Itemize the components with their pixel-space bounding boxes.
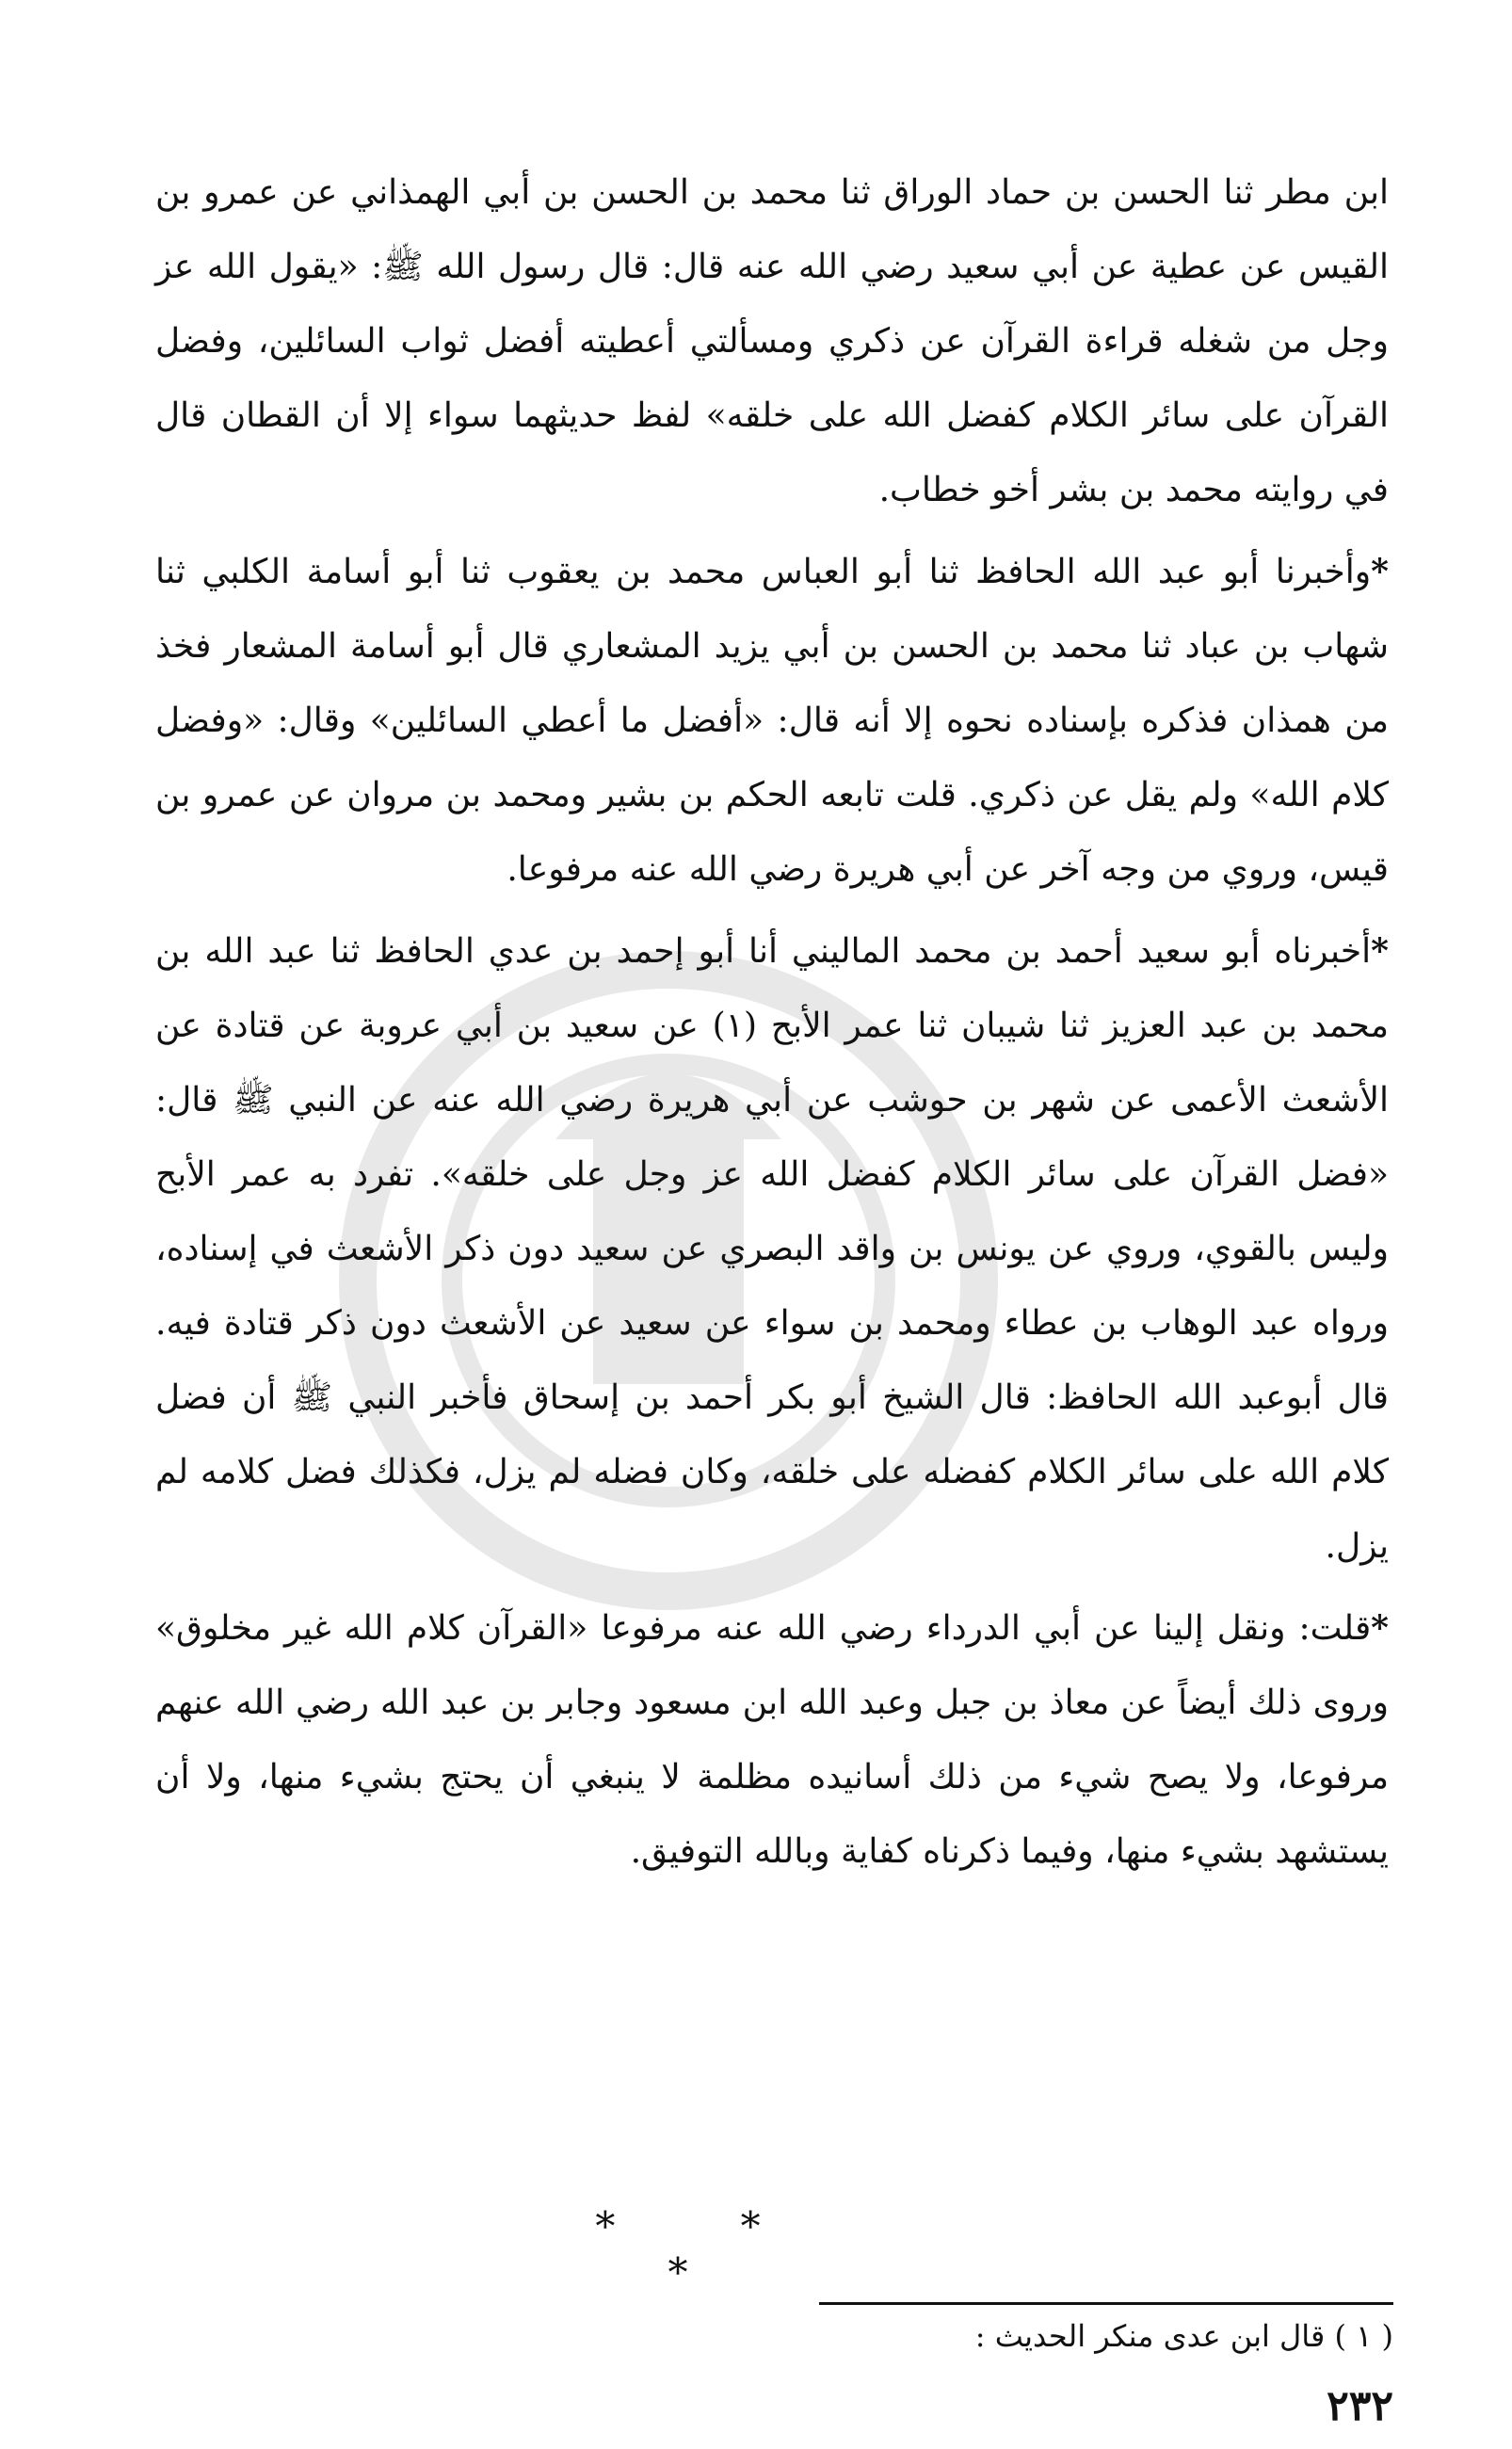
paragraph-1 xyxy=(155,155,1389,527)
paragraph-4 xyxy=(155,1591,1389,1889)
section-separator: * * * xyxy=(595,2203,817,2296)
paragraph-2 xyxy=(155,535,1389,907)
footnote-divider xyxy=(819,2302,1393,2305)
main-text xyxy=(155,155,1389,1896)
paragraph-3-text: أخبرناه أبو سعيد أحمد بن محمد الماليني أنا أبو إحمد بن عدي الحافظ ثنا عبد الله بن محمد بن عبد العزيز ثنا شيبان ثنا عمر الأبح (١) عن سعيد بن أبي عروبة عن قتادة عن الأشعث الأعمى عن شهر بن حوشب عن أبي هريرة رضي الله عنه عن النبي ﷺ قال: «فضل القرآن على سائر الكلام كفضل الله عز وجل على خلقه». تفرد به عمر الأبح وليس بالقوي، وروي عن يونس بن واقد البصري عن سعيد دون ذكر الأشعث في إسناده، ورواه عبد الوهاب بن عطاء ومحمد بن سواء عن سعيد عن الأشعث دون ذكر قتادة فيه. قال أبوعبد الله الحافظ: قال الشيخ أبو بكر أحمد بن إسحاق فأخبر النبي ﷺ أن فضل كلام الله على سائر الكلام كفضله على خلقه، وكان فضله لم يزل، فكذلك فضل كلامه لم يزل. xyxy=(155,932,1390,1566)
paragraph-3-marker: * xyxy=(1371,931,1389,971)
paragraph-3 xyxy=(155,914,1389,1584)
page-number: ٢٣٢ xyxy=(1327,2382,1393,2430)
paragraph-4-marker: * xyxy=(1371,1608,1389,1648)
paragraph-1-text: ابن مطر ثنا الحسن بن حماد الوراق ثنا محمد بن الحسن بن أبي الهمذاني عن عمرو بن القيس عن عطية عن أبي سعيد رضي الله عنه قال: قال رسول الله ﷺ: «يقول الله عز وجل من شغله قراءة القرآن عن ذكري ومسألتي أعطيته أفضل ثواب السائلين، وفضل القرآن على سائر الكلام كفضل الله على خلقه» لفظ حديثهما سواء إلا أن القطان قال في روايته محمد بن بشر أخو خطاب. xyxy=(155,173,1389,509)
paragraph-2-marker: * xyxy=(1371,552,1389,591)
paragraph-4-text: قلت: ونقل إلينا عن أبي الدرداء رضي الله عنه مرفوعا «القرآن كلام الله غير مخلوق» وروى ذلك أيضاً عن معاذ بن جبل وعبد الله ابن مسعود وجابر بن عبد الله رضي الله عنهم مرفوعا، ولا يصح شيء من ذلك أسانيده مظلمة لا ينبغي أن يحتج بشيء منها، ولا أن يستشهد بشيء منها، وفيما ذكرناه كفاية وبالله التوفيق. xyxy=(155,1609,1389,1871)
paragraph-2-text: وأخبرنا أبو عبد الله الحافظ ثنا أبو العباس محمد بن يعقوب ثنا أبو أسامة الكلبي ثنا شهاب بن عباد ثنا محمد بن الحسن بن أبي يزيد المشعاري قال أبو أسامة المشعار فخذ من همذان فذكره بإسناده نحوه إلا أنه قال: «أفضل ما أعطي السائلين» وقال: «وفضل كلام الله» ولم يقل عن ذكري. قلت تابعه الحكم بن بشير ومحمد بن مروان عن عمرو بن قيس، وروي من وجه آخر عن أبي هريرة رضي الله عنه مرفوعا. xyxy=(155,553,1389,889)
footnote: ( ١ ) قال ابن عدى منكر الحديث : xyxy=(974,2318,1393,2354)
